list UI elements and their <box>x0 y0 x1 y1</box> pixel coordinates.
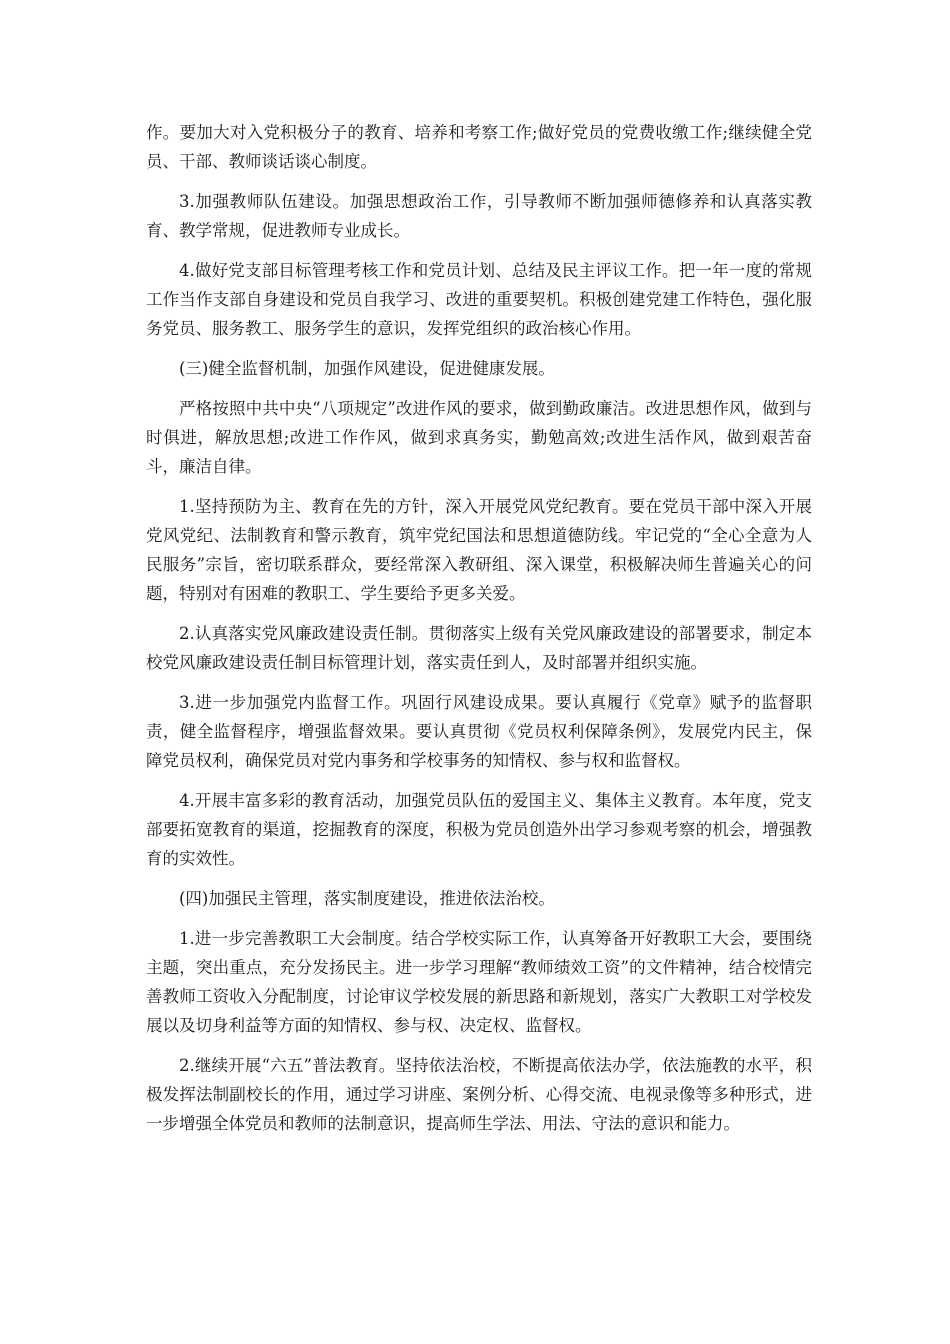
paragraph-continuation: 作。要加大对入党积极分子的教育、培养和考察工作;做好党员的党费收缴工作;继续健全党员、干部、教师谈话谈心制度。 <box>146 123 812 171</box>
paragraph-eight-rules: 严格按照中共中央“八项规定”改进作风的要求，做到勤政廉洁。改进思想作风，做到与时俱进，解放思想;改进工作作风，做到求真务实，勤勉高效;改进生活作风，做到艰苦奋斗，廉洁自律。 <box>146 399 812 476</box>
paragraph-staff-congress: 1.进一步完善教职工大会制度。结合学校实际工作，认真筹备开好教职工大会，要围绕主题，突出重点，充分发扬民主。进一步学习理解“教师绩效工资”的文件精神，结合校情完善教师工资收入分配制度，讨论审议学校发展的新思路和新规划，落实广大教职工对学校发展以及切身利益等方面的知情权、参与权、决定权、监督权。 <box>146 929 812 1035</box>
section-heading-supervision: (三)健全监督机制，加强作风建设，促进健康发展。 <box>179 359 555 378</box>
paragraph-target-management: 4.做好党支部目标管理考核工作和党员计划、总结及民主评议工作。把一年一度的常规工作当作支部自身建设和党员自我学习、改进的重要契机。积极创建党建工作特色，强化服务党员、服务教工、服务学生的意识，发挥党组织的政治核心作用。 <box>146 261 812 338</box>
paragraph-internal-supervision: 3.进一步加强党内监督工作。巩固行风建设成果。要认真履行《党章》赋予的监督职责，健全监督程序，增强监督效果。要认真贯彻《党员权利保障条例》，发展党内民主，保障党员权利，确保党员对党内事务和学校事务的知情权、参与权和监督权。 <box>146 693 812 770</box>
paragraph-teacher-team: 3.加强教师队伍建设。加强思想政治工作，引导教师不断加强师德修养和认真落实教育、教学常规，促进教师专业成长。 <box>146 192 812 240</box>
paragraph-responsibility: 2.认真落实党风廉政建设责任制。贯彻落实上级有关党风廉政建设的部署要求，制定本校党风廉政建设责任制目标管理计划，落实责任到人，及时部署并组织实施。 <box>146 624 812 672</box>
paragraph-education-activities: 4.开展丰富多彩的教育活动，加强党员队伍的爱国主义、集体主义教育。本年度，党支部要拓宽教育的渠道，挖掘教育的深度，积极为党员创造外出学习参观考察的机会，增强教育的实效性。 <box>146 791 812 868</box>
section-heading-democracy: (四)加强民主管理，落实制度建设，推进依法治校。 <box>179 889 555 908</box>
document-page <box>146 118 812 1149</box>
paragraph-prevention: 1.坚持预防为主、教育在先的方针，深入开展党风党纪教育。要在党员干部中深入开展党风党纪、法制教育和警示教育，筑牢党纪国法和思想道德防线。牢记党的“全心全意为人民服务”宗旨，密切联系群众，要经常深入教研组、深入课堂，积极解决师生普遍关心的问题，特别对有困难的教职工、学生要给予更多关爱。 <box>146 497 812 603</box>
paragraph-law-education: 2.继续开展“六五”普法教育。坚持依法治校，不断提高依法办学，依法施教的水平，积极发挥法制副校长的作用，通过学习讲座、案例分析、心得交流、电视录像等多种形式，进一步增强全体党员和教师的法制意识，提高师生学法、用法、守法的意识和能力。 <box>146 1056 812 1133</box>
